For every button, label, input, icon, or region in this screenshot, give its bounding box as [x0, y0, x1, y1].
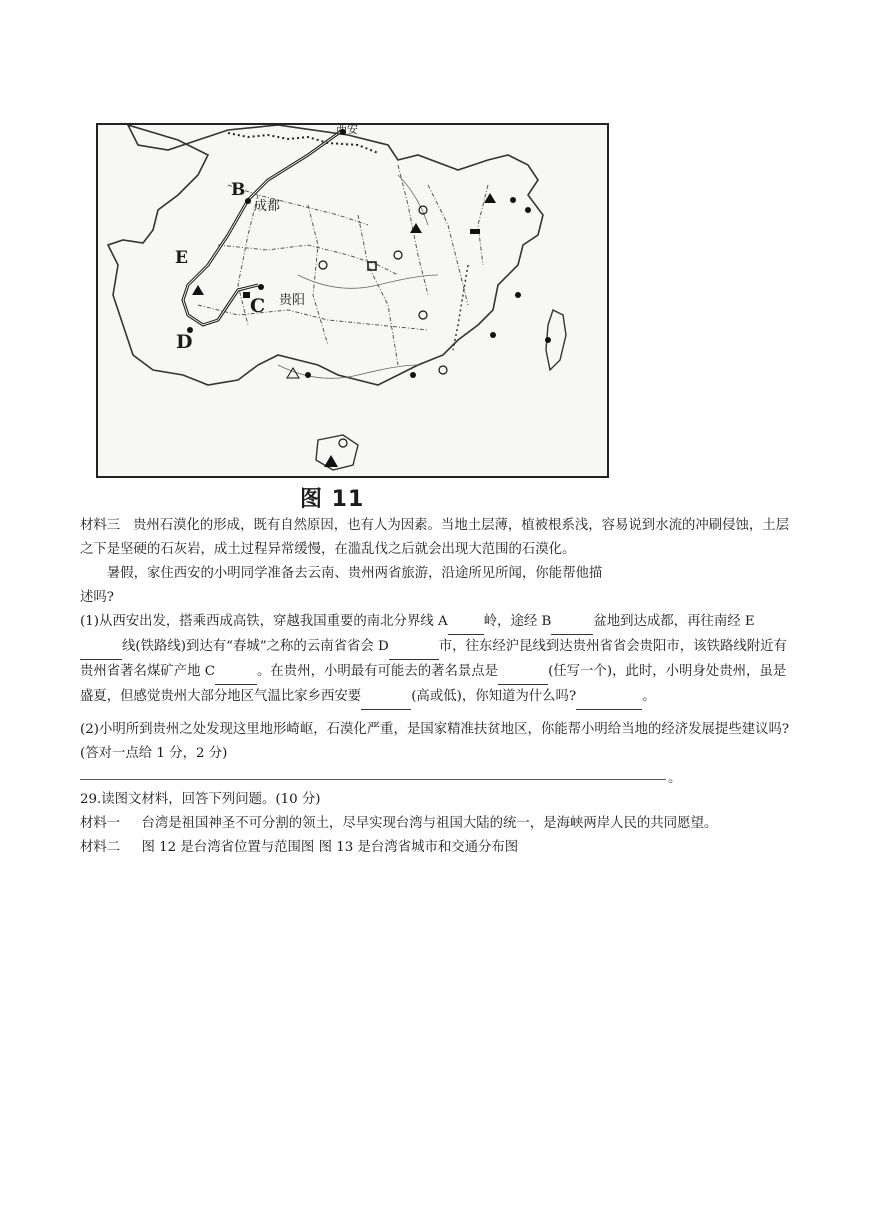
region-outline — [108, 125, 543, 385]
q1-part-8: (高或低)，你知道为什么吗? — [411, 689, 577, 704]
label-guiyang: 贵阳 — [279, 293, 306, 308]
river-lines — [278, 175, 438, 378]
site-square — [368, 262, 376, 270]
material-three — [80, 514, 792, 562]
q29-m1-text: 台湾是祖国神圣不可分割的领土，尽早实现台湾与祖国大陆的统一，是海峡两岸人民的共同愿望。 — [141, 816, 718, 831]
hainan-island — [316, 435, 358, 470]
q1-part-5: 市，往东经沪昆线到达贵州省省会贵阳市，该铁路线附近有贵州省著名煤矿产地 C — [80, 639, 787, 679]
question-29-title: 29.读图文材料，回答下列问题。(10 分) — [80, 792, 321, 807]
blank-attraction[interactable] — [498, 660, 548, 685]
city-dot — [515, 292, 521, 298]
city-dot — [410, 372, 416, 378]
city-ring — [339, 439, 347, 447]
blank-e[interactable] — [80, 635, 122, 660]
chengdu-dot — [245, 198, 251, 204]
city-ring — [419, 311, 427, 319]
q29-m2-label: 材料二 — [80, 840, 121, 855]
mountain-symbol — [324, 455, 338, 467]
mountain-symbol — [192, 285, 204, 295]
figure-caption: 图 11 — [300, 487, 365, 512]
city-dot — [490, 332, 496, 338]
question-1 — [80, 610, 792, 710]
label-chengdu: 成都 — [254, 199, 281, 214]
city-dot — [510, 197, 516, 203]
answer-line[interactable] — [80, 778, 666, 780]
blank-b[interactable] — [551, 610, 593, 635]
q1-part-3: 盆地到达成都，再往南经 E — [593, 614, 755, 629]
letter-c: C — [250, 295, 266, 317]
q1-part-7: (任写一个)，此时，小明身处贵州，虽是盛夏，但感觉贵州大部分地区气温比家乡西安要 — [80, 664, 787, 704]
city-ring — [439, 366, 447, 374]
mountain-symbol — [410, 223, 422, 233]
material-three-label: 材料三 — [80, 518, 121, 533]
city-dot — [525, 207, 531, 213]
q1-part-6: 。在贵州，小明最有可能去的著名景点是 — [257, 664, 499, 679]
material-three-text: 贵州石漠化的形成，既有自然原因，也有人为因素。当地土层薄，植被根系浅，容易说到水流的冲刷侵蚀，土层之下是坚硬的石灰岩，成土过程异常缓慢，在滥乱伐之后就会出现大范围的石漠化。 — [80, 518, 790, 557]
q29-m2-text: 图 12 是台湾省位置与范围图 图 13 是台湾省城市和交通分布图 — [141, 840, 519, 855]
q29-m1-label: 材料一 — [80, 816, 121, 831]
q1-part-4: 线(铁路线)到达有“春城”之称的云南省省会 D — [122, 639, 389, 654]
letter-d: D — [176, 331, 193, 353]
site-rect — [470, 229, 480, 234]
question-2: (2)小明所到贵州之处发现这里地形崎岖，石漠化严重，是国家精准扶贫地区，你能帮小明给当地的经济发展提些建议吗?(答对一点给 1 分，2 分) — [80, 722, 790, 761]
city-ring — [394, 251, 402, 259]
q1-part-2: 岭，途经 B — [483, 614, 552, 629]
blank-a[interactable] — [448, 610, 484, 635]
blank-c[interactable] — [215, 660, 257, 685]
city-ring — [319, 261, 327, 269]
blank-reason[interactable] — [576, 685, 642, 710]
q29-material-one — [80, 812, 792, 836]
city-dot — [545, 337, 551, 343]
city-dot — [305, 372, 311, 378]
q1-part-1: (1)从西安出发，搭乘西成高铁，穿越我国重要的南北分界线 A — [80, 614, 448, 629]
label-xian: 西安 — [336, 123, 358, 136]
map-drawing — [98, 125, 607, 476]
blank-temperature[interactable] — [361, 685, 411, 710]
q1-part-9: 。 — [642, 689, 656, 704]
coal-mine-symbol — [243, 292, 250, 298]
blank-d[interactable] — [389, 635, 439, 660]
letter-e: E — [175, 248, 188, 268]
guiyang-dot — [258, 284, 264, 290]
answer-end-mark: 。 — [668, 771, 682, 786]
intro-line-1: 暑假，家住西安的小明同学准备去云南、贵州两省旅游，沿途所见所闻，你能帮他描 — [106, 566, 603, 581]
map-figure — [96, 123, 609, 478]
q29-material-two — [80, 836, 792, 860]
letter-b: B — [231, 180, 246, 200]
intro-line-2: 述吗? — [80, 590, 114, 605]
